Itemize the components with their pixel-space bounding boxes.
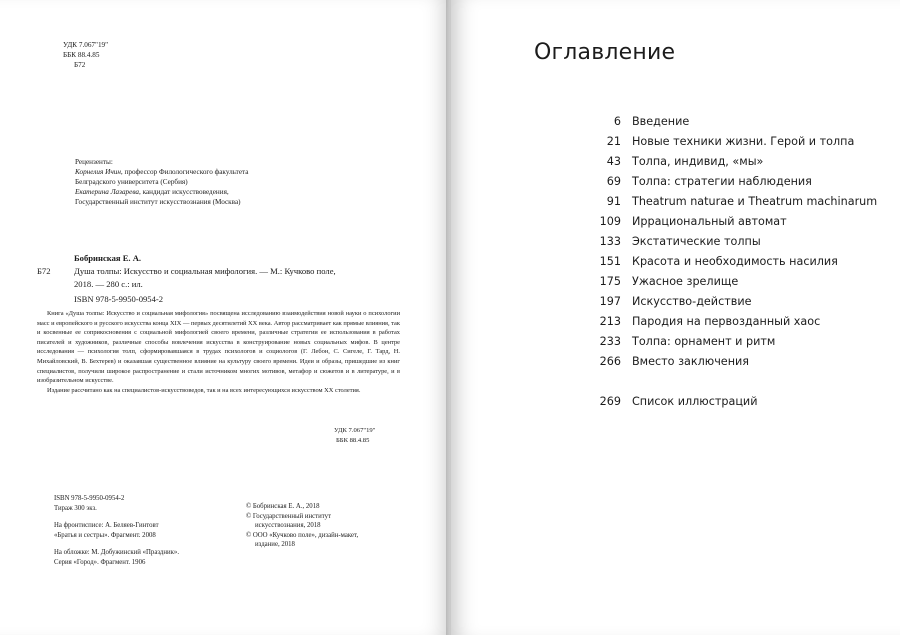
udk-top: УДК 7.067"19" <box>63 41 109 49</box>
toc-page-number: 269 <box>599 395 621 408</box>
toc-entry <box>534 235 874 255</box>
toc-page-number: 175 <box>599 275 621 288</box>
catalog-isbn: ISBN 978-5-9950-0954-2 <box>74 294 164 304</box>
imprint-isbn: ISBN 978-5-9950-0954-2 <box>54 495 125 502</box>
copyright-publisher-1: © ООО «Кучково поле», дизайн-макет, <box>246 531 359 539</box>
udk-bottom: УДК 7.067"19" <box>334 427 376 434</box>
toc-entry-title: Толпа: орнамент и ритм <box>632 335 776 348</box>
bbk-top: ББК 88.4.85 <box>63 51 100 59</box>
copyright-institute-2: искусствознания, 2018 <box>255 522 321 530</box>
toc-entry-title: Введение <box>632 115 690 128</box>
catalog-code: Б72 <box>37 266 51 276</box>
toc-entry-title: Новые техники жизни. Герой и толпа <box>632 135 855 148</box>
cover-line-1: На обложке: М. Добужинский «Праздник». <box>54 549 180 557</box>
toc-entry <box>534 135 874 155</box>
toc-entry <box>534 355 874 375</box>
toc-entry <box>534 175 874 195</box>
reviewers-block <box>75 157 335 207</box>
toc-entry <box>534 155 874 175</box>
toc-page-number: 133 <box>599 235 621 248</box>
toc-entry <box>534 335 874 355</box>
catalog-title-line-1: Душа толпы: Искусство и социальная мифология. — М.: Кучково поле, <box>74 266 336 276</box>
toc-entry <box>534 395 874 415</box>
bottom-classification-codes <box>334 426 375 445</box>
toc-title: Оглавление <box>534 40 676 65</box>
toc-page-number: 151 <box>599 255 621 268</box>
reviewer-1-name: Корнелия Ичин <box>75 168 121 176</box>
toc-entry-title: Вместо заключения <box>632 355 750 368</box>
code-top: Б72 <box>74 61 86 69</box>
left-page <box>0 0 449 635</box>
toc-page-number: 69 <box>606 175 621 188</box>
reviewer-1 <box>75 167 335 177</box>
imprint-right <box>246 502 416 550</box>
reviewer-2 <box>75 187 335 197</box>
toc-entry-title: Иррациональный автомат <box>632 215 787 228</box>
right-page <box>451 0 900 635</box>
toc-entry <box>534 255 874 275</box>
bbk-bottom: ББК 88.4.85 <box>336 436 370 444</box>
toc-entry-title: Theatrum naturae и Theatrum machinarum <box>632 195 878 208</box>
copyright-institute-1: © Государственный институт <box>246 512 332 520</box>
copyright-publisher-2: издание, 2018 <box>255 541 295 549</box>
toc-entry-title: Ужасное зрелище <box>632 275 739 288</box>
reviewer-2-name: Екатерина Лазарева <box>75 188 139 196</box>
catalog-title-line-2: 2018. — 280 с.: ил. <box>74 279 143 289</box>
reviewer-1-role: , профессор Филологического факультета <box>120 168 249 176</box>
frontispiece-line-2: «Братья и сестры». Фрагмент. 2008 <box>54 531 156 539</box>
spacer <box>54 540 234 548</box>
toc-page-number: 213 <box>599 315 621 328</box>
top-classification-codes <box>63 40 108 70</box>
catalog-title <box>74 265 404 291</box>
toc-entry-title: Толпа, индивид, «мы» <box>632 155 764 168</box>
cover-line-2: Серия «Город». Фрагмент. 1906 <box>54 558 146 566</box>
annotation-paragraph-1: Книга «Душа толпы: Искусство и социальная мифология» посвящена исследованию взаимодействия новой науки о психологии масс и европейского и русского искусства конца XIX — первых десятилетий XX века. Автор рассматривает как прямые влияния, так и косвенные ее соприкосновения с социальной мифологией своего времени, различные стратегии ее использования в работах писателей и художников, различные способы вовлечения искусства в конструирование новых социальных мифов. В центре исследования — психология толп, сформировавшаяся в трудах психологов и социологов (Г. Лебон, С. Сигеле, Г. Тард, Н. Михайловский, В. Бехтерев) и оказавшая существенное влияние на культуру своего времени. Идеи и образы, пришедшие из книг специалистов, получили широкое распространение и стали источником многих мотивов, метафор и сюжетов и в литературе, и в изобразительном искусстве. <box>37 310 400 385</box>
toc-entry <box>534 295 874 315</box>
imprint-left <box>54 494 234 568</box>
reviewer-2-role: , кандидат искусствоведения, <box>139 188 229 196</box>
reviewers-heading: Рецензенты: <box>75 158 113 166</box>
toc-entry-title: Экстатические толпы <box>632 235 761 248</box>
toc-page-number: 6 <box>613 115 621 128</box>
toc-page-number: 233 <box>599 335 621 348</box>
toc-entry <box>534 315 874 335</box>
spacer <box>54 513 234 521</box>
toc-entry <box>534 275 874 295</box>
reviewer-1-role-2: Белградского университета (Сербия) <box>75 178 188 186</box>
frontispiece-line-1: На фронтисписе: А. Беляев-Гинтовт <box>54 522 159 530</box>
reviewer-2-role-2: Государственный институт искусствознания (Москва) <box>75 198 241 206</box>
annotation <box>37 309 400 395</box>
toc-page-number: 197 <box>599 295 621 308</box>
annotation-paragraph-2: Издание рассчитано как на специалистов-искусствоведов, так и на всех интересующихся искусством XX столетия. <box>47 386 361 394</box>
toc-entry-title: Искусство-действие <box>632 295 752 308</box>
toc-page-number: 43 <box>606 155 621 168</box>
toc-page-number: 91 <box>606 195 621 208</box>
table-of-contents <box>534 115 878 415</box>
toc-page-number: 109 <box>599 215 621 228</box>
toc-entry-title: Пародия на первозданный хаос <box>632 315 821 328</box>
copyright-author: © Бобринская Е. А., 2018 <box>246 503 320 510</box>
toc-entry <box>534 215 874 235</box>
imprint-run: Тираж 300 экз. <box>54 504 97 512</box>
toc-page-number: 21 <box>606 135 621 148</box>
toc-page-number: 266 <box>599 355 621 368</box>
toc-entry-title: Красота и необходимость насилия <box>632 255 838 268</box>
toc-entry-title: Список иллюстраций <box>632 395 758 408</box>
toc-entry <box>534 195 878 215</box>
toc-entry <box>534 115 874 135</box>
toc-entry-title: Толпа: стратегии наблюдения <box>632 175 812 188</box>
author-name: Бобринская Е. А. <box>74 253 142 263</box>
